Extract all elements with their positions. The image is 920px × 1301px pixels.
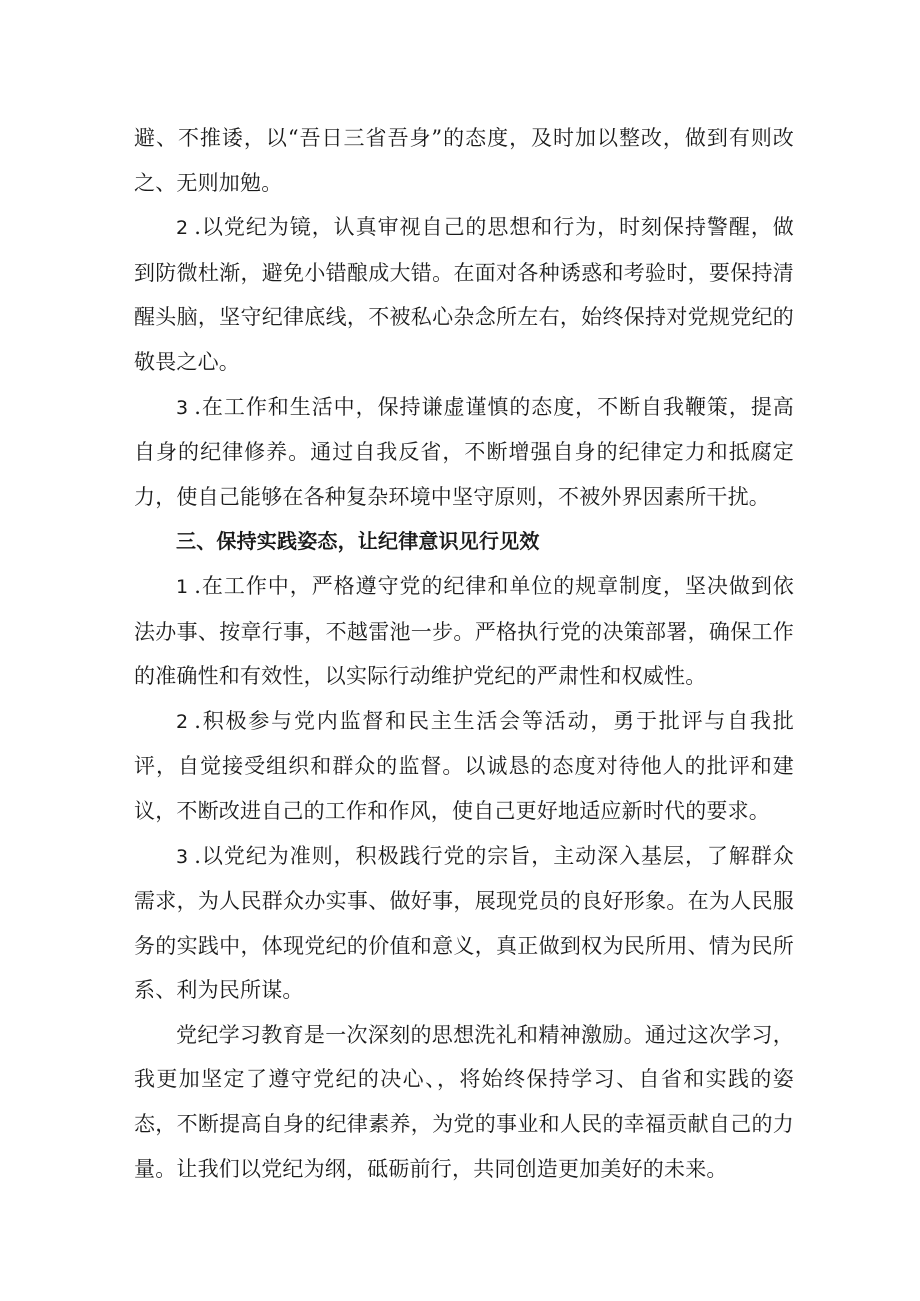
paragraph-item-2b bbox=[134, 699, 794, 834]
item-number: 2 bbox=[176, 217, 189, 240]
paragraph-text: 党纪学习教育是一次深刻的思想洗礼和精神激励。通过这次学习，我更加坚定了遵守党纪的决心、，将始终保持学习、自省和实践的姿态，不断提高自身的纪律素养，为党的事业和人民的幸福贡献自己的力量。让我们以党纪为纲，砥砺前行，共同创造更加美好的未来。 bbox=[134, 1022, 794, 1181]
paragraph-text: .以党纪为镜，认真审视自己的思想和行为，时刻保持警醒，做到防微杜渐，避免小错酿成大错。在面对各种诱惑和考验时，要保持清醒头脑，坚守纪律底线，不被私心杂念所左右，始终保持对党规党纪的敬畏之心。 bbox=[134, 215, 794, 374]
paragraph-text: 避、不推诿，以“吾日三省吾身”的态度，及时加以整改，做到有则改之、无则加勉。 bbox=[134, 126, 794, 195]
paragraph-continuation bbox=[134, 116, 794, 205]
item-number: 3 bbox=[176, 396, 189, 419]
paragraph-item-1 bbox=[134, 564, 794, 699]
section-heading bbox=[134, 519, 794, 564]
paragraph-item-3 bbox=[134, 385, 794, 520]
item-number: 3 bbox=[176, 845, 189, 868]
section-heading-text: 三、保持实践姿态，让纪律意识见行见效 bbox=[176, 529, 540, 554]
paragraph-text: .在工作和生活中，保持谦虚谨慎的态度，不断自我鞭策，提高自身的纪律修养。通过自我反省，不断增强自身的纪律定力和抵腐定力，使自己能够在各种复杂环境中坚守原则，不被外界因素所干扰。 bbox=[134, 394, 794, 509]
paragraph-item-2 bbox=[134, 205, 794, 384]
paragraph-item-3b bbox=[134, 834, 794, 1013]
item-number: 2 bbox=[176, 710, 189, 733]
paragraph-text: .在工作中，严格遵守党的纪律和单位的规章制度，坚决做到依法办事、按章行事，不越雷池一步。严格执行党的决策部署，确保工作的准确性和有效性，以实际行动维护党纪的严肃性和权威性。 bbox=[134, 573, 794, 689]
paragraph-text: .以党纪为准则，积极践行党的宗旨，主动深入基层，了解群众需求，为人民群众办实事、做好事，展现党员的良好形象。在为人民服务的实践中，体现党纪的价值和意义，真正做到权为民所用、情为民所系、利为民所谋。 bbox=[134, 843, 794, 1003]
document-body bbox=[134, 116, 794, 1191]
paragraph-conclusion bbox=[134, 1013, 794, 1191]
item-number: 1 bbox=[176, 575, 189, 598]
paragraph-text: .积极参与党内监督和民主生活会等活动，勇于批评与自我批评，自觉接受组织和群众的监督。以诚恳的态度对待他人的批评和建议，不断改进自己的工作和作风，使自己更好地适应新时代的要求。 bbox=[134, 708, 794, 823]
